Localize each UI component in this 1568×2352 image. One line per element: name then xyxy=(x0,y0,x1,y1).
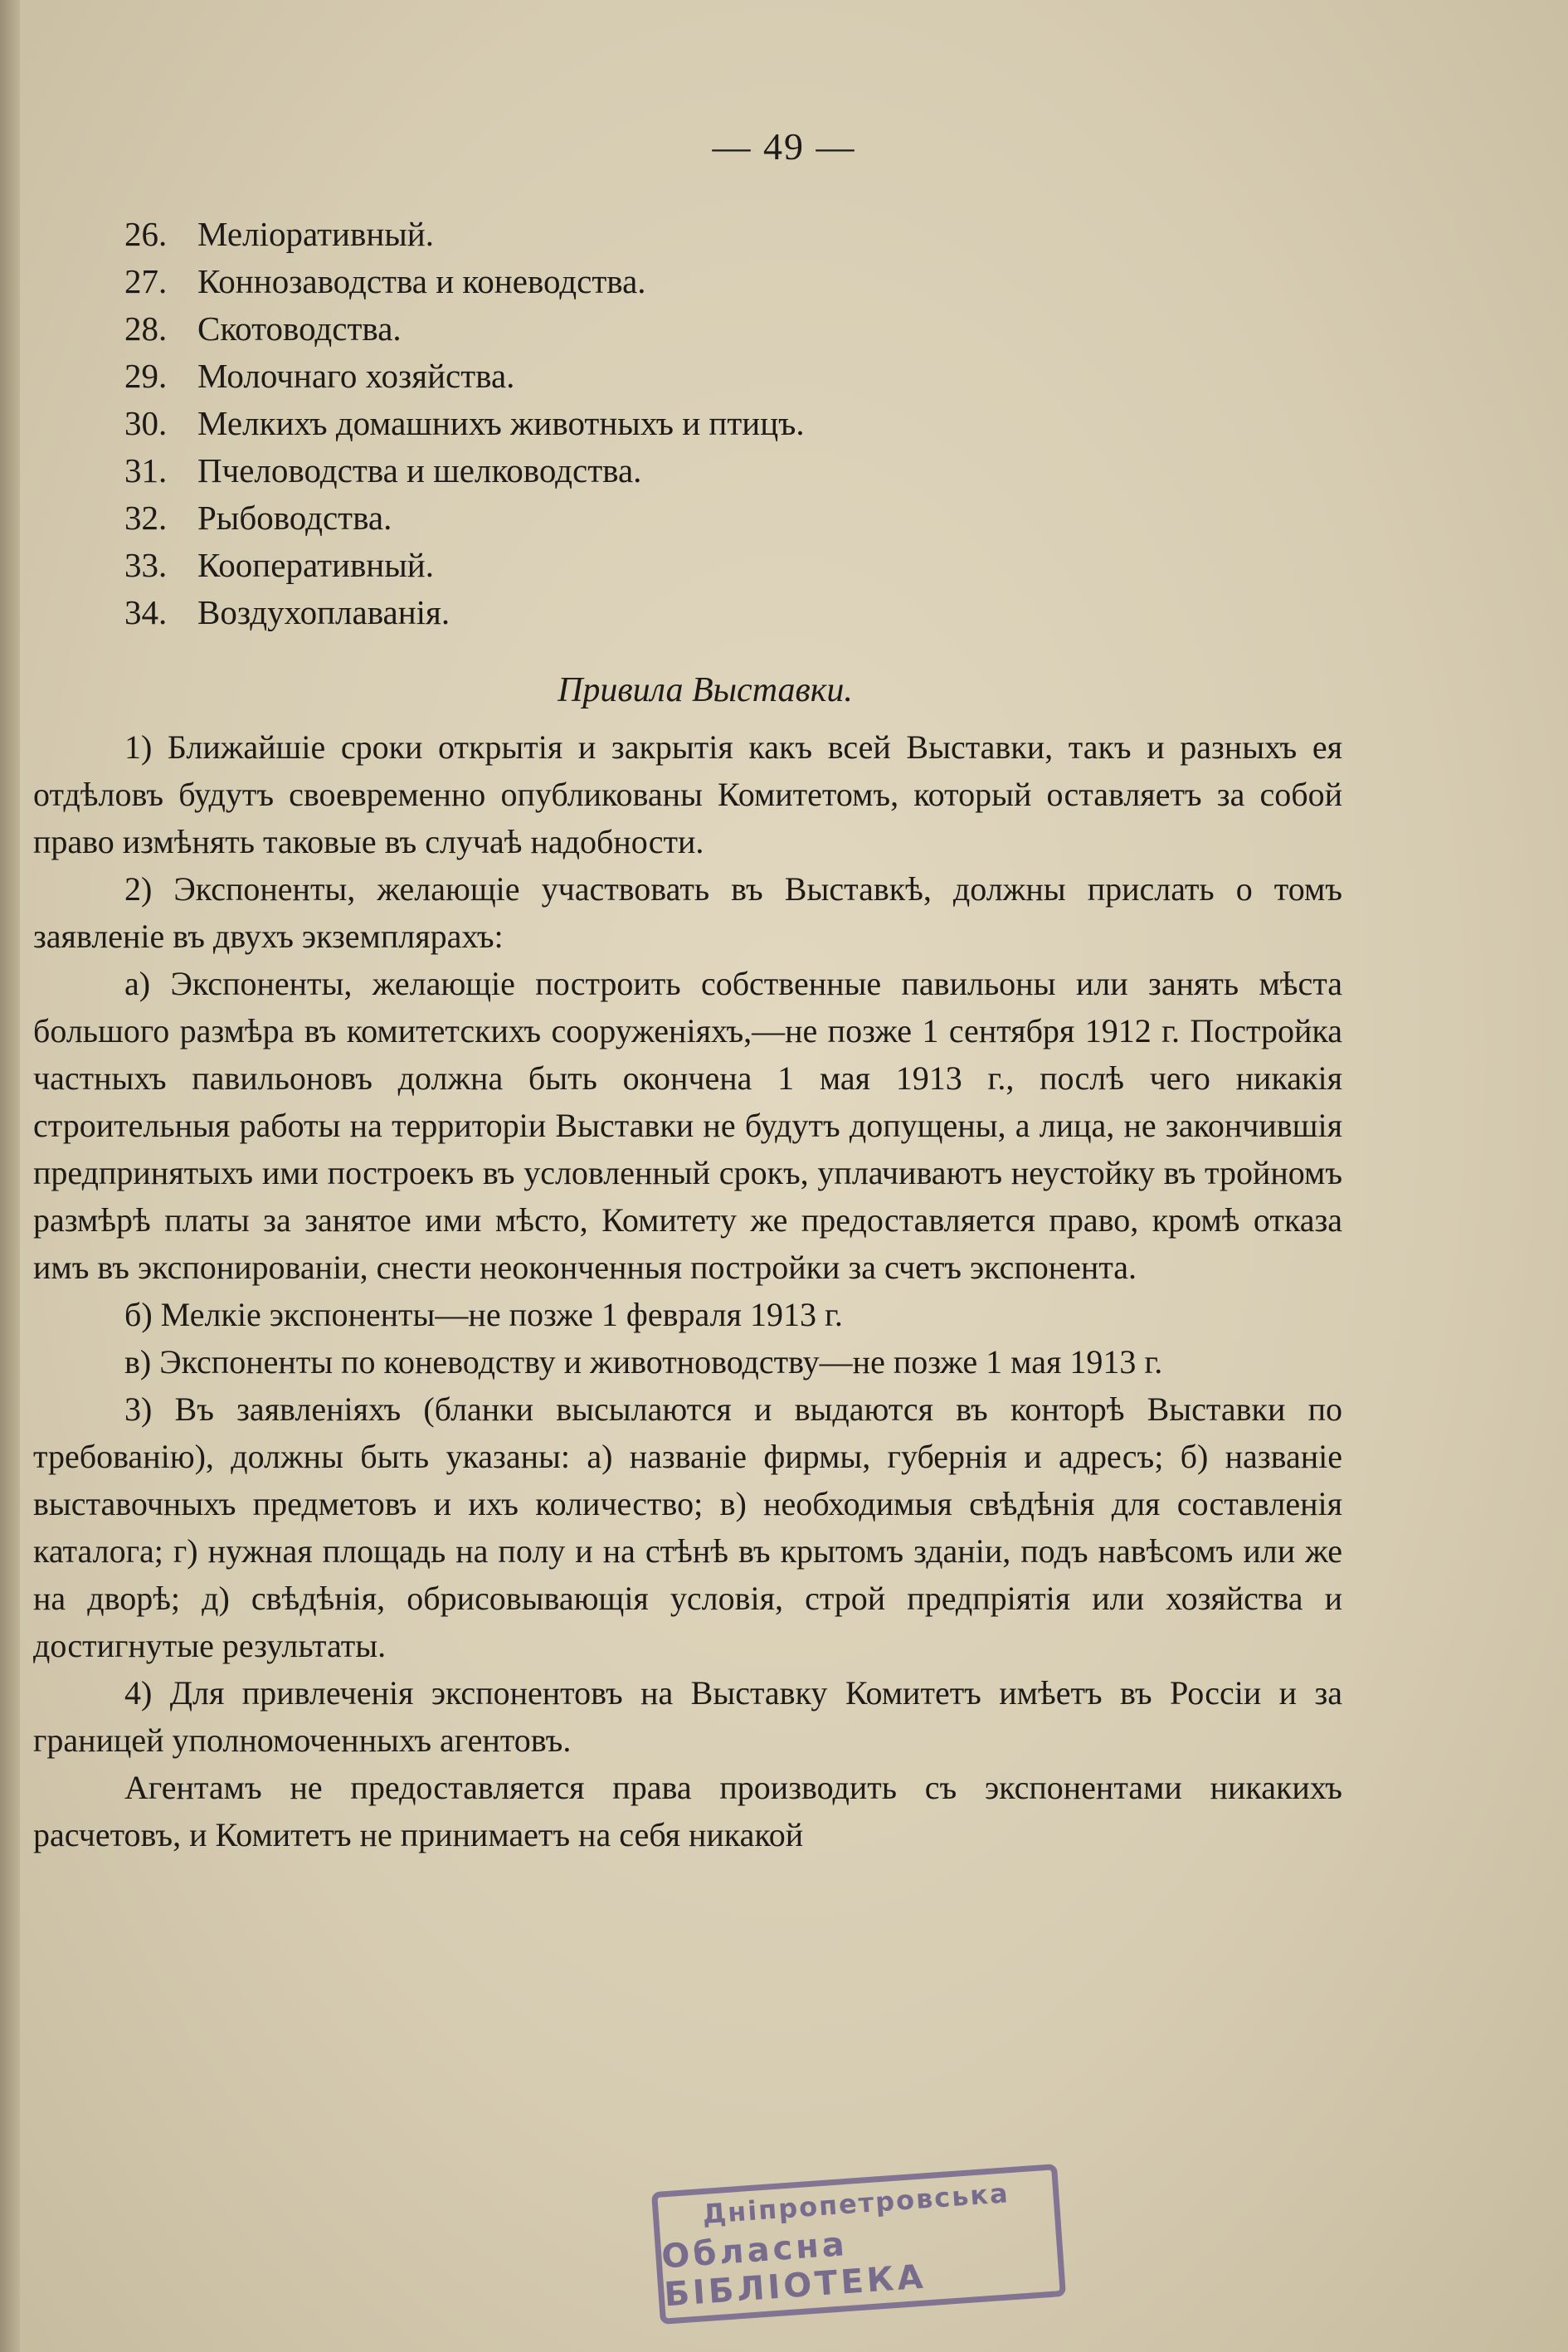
paragraph: Агентамъ не предоставляется права производить съ экспонентами никакихъ расчетовъ, и Комитетъ не принимаетъ на себя никакой xyxy=(33,1769,1342,1853)
binding-gutter xyxy=(0,0,20,2352)
section-list xyxy=(124,211,1203,636)
stamp-line: Обласна БІБЛІОТЕКА xyxy=(660,2224,928,2315)
list-item: 31. Пчеловодства и шелководства. xyxy=(124,451,642,489)
section-title: Привила Выставки. xyxy=(558,671,853,709)
paragraph: б) Мелкіе экспоненты—не позже 1 февраля 1913 г. xyxy=(124,1296,843,1333)
list-item: 28. Скотоводства. xyxy=(124,309,402,348)
paragraph: а) Экспоненты, желающіе построить собственные павильоны или занять мѣста большого размѣра въ комитетскихъ сооруженіяхъ,—не позже 1 сентября 1912 г. Постройка частныхъ павильоновъ должна быть окончена 1 мая 1913 г., послѣ чего никакія строительныя работы на территоріи Выставки не будутъ допущены, а лица, не закончившія предпринятыхъ ими построекъ въ условленный срокъ, уплачиваютъ неустойку въ тройномъ размѣрѣ платы за занятое ими мѣсто, Комитету же предоставляется право, кромѣ отказа имъ въ экспонированіи, снести неоконченныя постройки за счетъ экспонента. xyxy=(33,965,1342,1286)
paragraph: 2) Экспоненты, желающіе участвовать въ Выставкѣ, должны прислать о томъ заявленіе въ двухъ экземплярахъ: xyxy=(33,870,1342,955)
paragraph: 4) Для привлеченія экспонентовъ на Выставку Комитетъ имѣетъ въ Россіи и за границей уполномоченныхъ агентовъ. xyxy=(33,1674,1342,1759)
library-stamp xyxy=(651,2164,1066,2325)
list-item: 32. Рыбоводства. xyxy=(124,499,392,537)
list-item: 27. Коннозаводства и коневодства. xyxy=(124,262,646,300)
list-item: 34. Воздухоплаванія. xyxy=(124,593,450,631)
paragraph: в) Экспоненты по коневодству и животноводству—не позже 1 мая 1913 г. xyxy=(124,1343,1163,1381)
paragraph: 1) Ближайшіе сроки открытія и закрытія какъ всей Выставки, такъ и разныхъ ея отдѣловъ будутъ своевременно опубликованы Комитетомъ, который оставляетъ за собой право измѣнять таковые въ случаѣ надобности. xyxy=(33,728,1342,860)
page-number: — 49 — xyxy=(712,125,856,168)
paragraph: 3) Въ заявленіяхъ (бланки высылаются и выдаются въ конторѣ Выставки по требованію), должны быть указаны: а) названіе фирмы, губернія и адресъ; б) названіе выставочныхъ предметовъ и ихъ количество; в) необходимыя свѣдѣнія для составленія каталога; г) нужная площадь на полу и на стѣнѣ въ крытомъ зданіи, подъ навѣсомъ или же на дворѣ; д) свѣдѣнія, обрисовывающія условія, строй предпріятія или хозяйства и достигнутые результаты. xyxy=(33,1390,1342,1664)
list-item: 29. Молочнаго хозяйства. xyxy=(124,357,515,395)
list-item: 26. Меліоративный. xyxy=(124,215,434,253)
body-text xyxy=(33,723,1342,1858)
list-item: 33. Кооперативный. xyxy=(124,546,434,584)
stamp-line: Дніпропетровська xyxy=(701,2177,1010,2230)
list-item: 30. Мелкихъ домашнихъ животныхъ и птицъ. xyxy=(124,404,805,442)
